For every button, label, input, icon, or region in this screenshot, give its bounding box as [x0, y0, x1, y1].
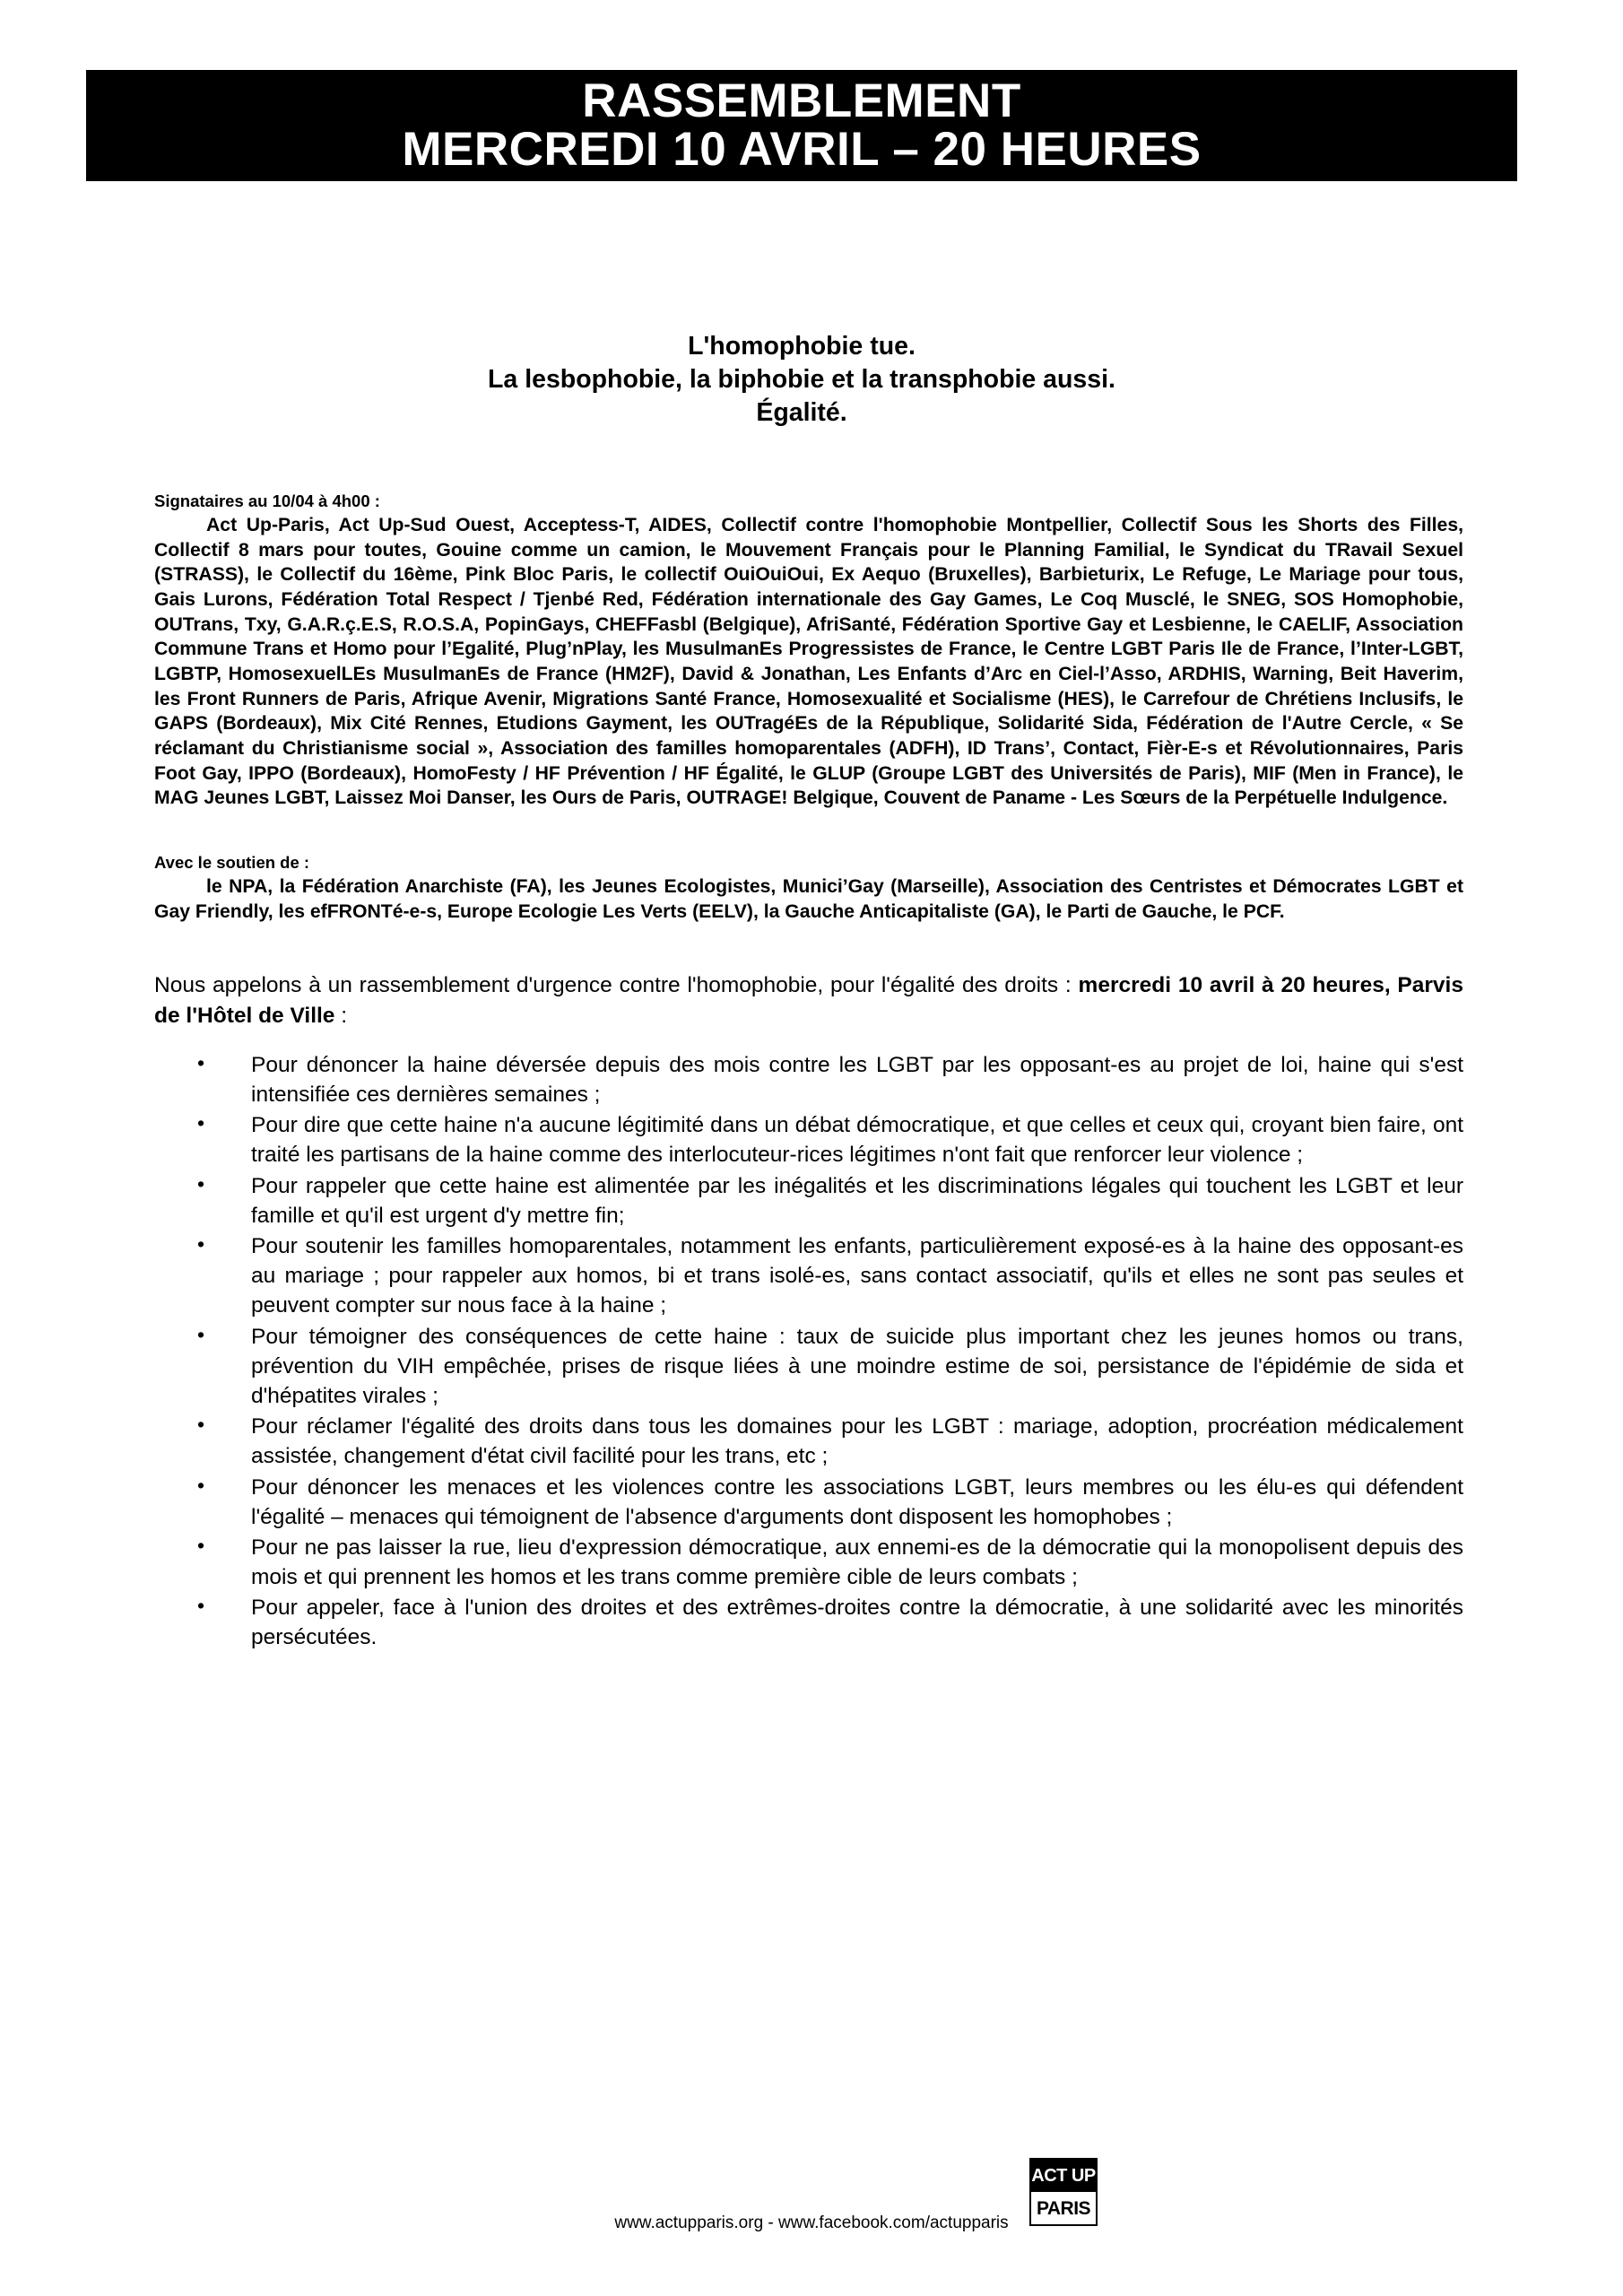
- demands-list: [154, 1050, 1463, 1653]
- list-item: [154, 1231, 1463, 1321]
- bullet-icon: •: [197, 1473, 205, 1497]
- list-item: [154, 1050, 1463, 1109]
- call-to-action-paragraph: [154, 970, 1463, 1031]
- list-item: [154, 1171, 1463, 1231]
- subtitle-block: [86, 330, 1517, 430]
- list-item-text: Pour réclamer l'égalité des droits dans tous les domaines pour les LGBT : mariage, adoption, procréation médicalement assistée, changement d'état civil facilité pour les trans, etc ;: [251, 1414, 1463, 1469]
- bullet-icon: •: [197, 1322, 205, 1346]
- list-item-text: Pour soutenir les familles homoparentales, notamment les enfants, particulièrement exposé-es à la haine des opposant-es au mariage ; pour rappeler aux homos, bi et trans isolé-es, sans contact associatif, qu'ils et elles ne sont pas seules et peuvent compter sur nous face à la haine ;: [251, 1234, 1463, 1318]
- list-item: [154, 1473, 1463, 1532]
- bullet-icon: •: [197, 1050, 205, 1074]
- spacer-after-signatories: [154, 811, 1463, 852]
- support-list: le NPA, la Fédération Anarchiste (FA), les Jeunes Ecologistes, Munici’Gay (Marseille), Association des Centristes et Démocrates LGBT et Gay Friendly, les efFRONTé-e-s, Europe Ecologie Les Verts (EELV), la Gauche Anticapitaliste (GA), le Parti de Gauche, le PCF.: [154, 875, 1463, 922]
- subtitle-line-1: L'homophobie tue.: [688, 332, 916, 361]
- logo-top-text: ACT UP: [1031, 2160, 1096, 2192]
- subtitle-line-3: Égalité.: [756, 398, 847, 428]
- header-banner: [86, 70, 1517, 181]
- spacer-after-support: [154, 924, 1463, 970]
- list-item-text: Pour rappeler que cette haine est alimentée par les inégalités et les discriminations légales qui touchent les LGBT et leur famille et qu'il est urgent d'y mettre fin;: [251, 1173, 1463, 1228]
- signatories-list: Act Up-Paris, Act Up-Sud Ouest, Acceptess-T, AIDES, Collectif contre l'homophobie Montpellier, Collectif Sous les Shorts des Filles, Collectif 8 mars pour toutes, Gouine comme un camion, le Mouvement Français pour le Planning Familial, le Syndicat du TRavail Sexuel (STRASS), le Collectif du 16ème, Pink Bloc Paris, le collectif OuiOuiOui, Ex Aequo (Bruxelles), Barbieturix, Le Refuge, Le Mariage pour tous, Gais Lurons, Fédération Total Respect / Tjenbé Red, Fédération internationale des Gay Games, Le Coq Musclé, le SNEG, SOS Homophobie, OUTrans, Txy, G.A.R.ç.E.S, R.O.S.A, PopinGays, CHEFFasbl (Belgique), AfriSanté, Fédération Sportive Gay et Lesbienne, le CAELIF, Association Commune Trans et Homo pour l’Egalité, Plug’nPlay, les MusulmanEs Progressistes de France, le Centre LGBT Paris Ile de France, l’Inter-LGBT, LGBTP, HomosexuelLEs MusulmanEs de France (HM2F), David & Jonathan, Les Enfants d’Arc en Ciel-l’Asso, ARDHIS, Warning, Beit Haverim, les Front Runners de Paris, Afrique Avenir, Migrations Santé France, Homosexualité et Socialisme (HES), le Carrefour de Chrétiens Inclusifs, le GAPS (Bordeaux), Mix Cité Rennes, Etudions Gayment, les OUTragéEs de la République, Solidarité Sida, Fédération de l'Autre Cercle, « Se réclamant du Christianisme social », Association des familles homoparentales (ADFH), ID Trans’, Contact, Fièr-E-s et Révolutionnaires, Paris Foot Gay, IPPO (Bordeaux), HomoFesty / HF Prévention / HF Égalité, le GLUP (Groupe LGBT des Universités de Paris), MIF (Men in France), le MAG Jeunes LGBT, Laissez Moi Danser, les Ours de Paris, OUTRAGE! Belgique, Couvent de Paname - Les Sœurs de la Perpétuelle Indulgence.: [154, 515, 1463, 809]
- logo-bottom-text: PARIS: [1031, 2192, 1096, 2224]
- bullet-icon: •: [197, 1111, 205, 1135]
- list-item-text: Pour dire que cette haine n'a aucune légitimité dans un débat démocratique, et que celles et ceux qui, croyant bien faire, ont traité les partisans de la haine comme des interlocuteur-rices légitimes n'ont fait que renforcer leur violence ;: [251, 1113, 1463, 1168]
- list-item: [154, 1412, 1463, 1471]
- call-intro: Nous appelons à un rassemblement d'urgence contre l'homophobie, pour l'égalité des droits :: [154, 973, 1079, 998]
- support-heading: Avec le soutien de :: [154, 852, 310, 872]
- bullet-icon: •: [197, 1171, 205, 1196]
- list-item-text: Pour dénoncer la haine déversée depuis des mois contre les LGBT par les opposant-es au projet de loi, haine qui s'est intensifiée ces dernières semaines ;: [251, 1052, 1463, 1108]
- footer-links[interactable]: www.actupparis.org - www.facebook.com/actupparis: [614, 2213, 1009, 2232]
- banner-title-line-1: RASSEMBLEMENT: [582, 74, 1021, 127]
- call-emphasis: mercredi 10 avril à 20 heures, Parvis de l'Hôtel de Ville: [154, 973, 1463, 1028]
- list-item-text: Pour dénoncer les menaces et les violences contre les associations LGBT, leurs membres ou les élu-es qui défendent l'égalité – menaces qui témoignent de l'absence d'arguments dont disposent les homophobes ;: [251, 1474, 1463, 1529]
- list-item: [154, 1593, 1463, 1652]
- list-item: [154, 1533, 1463, 1592]
- list-item-text: Pour ne pas laisser la rue, lieu d'expression démocratique, aux ennemi-es de la démocratie qui la monopolisent depuis des mois et qui prennent les homos et les trans comme première cible de leurs combats ;: [251, 1535, 1463, 1590]
- banner-title-line-2: MERCREDI 10 AVRIL – 20 HEURES: [402, 123, 1202, 176]
- list-item-text: Pour appeler, face à l'union des droites et des extrêmes-droites contre la démocratie, à une solidarité avec les minorités persécutées.: [251, 1596, 1463, 1650]
- subtitle-line-2: La lesbophobie, la biphobie et la transphobie aussi.: [488, 365, 1115, 395]
- bullet-icon: •: [197, 1413, 205, 1437]
- document-body: [154, 491, 1463, 1654]
- signatories-heading: Signataires au 10/04 à 4h00 :: [154, 491, 380, 510]
- bullet-icon: •: [197, 1594, 205, 1618]
- list-item-text: Pour témoigner des conséquences de cette haine : taux de suicide plus important chez les jeunes homos ou trans, prévention du VIH empêchée, prises de risque liées à une moindre estime de soi, persistance de l'épidémie de sida et d'hépatites virales ;: [251, 1324, 1463, 1408]
- list-item: [154, 1110, 1463, 1170]
- bullet-icon: •: [197, 1533, 205, 1557]
- list-item: [154, 1322, 1463, 1412]
- call-tail: :: [334, 1003, 348, 1028]
- bullet-icon: •: [197, 1232, 205, 1257]
